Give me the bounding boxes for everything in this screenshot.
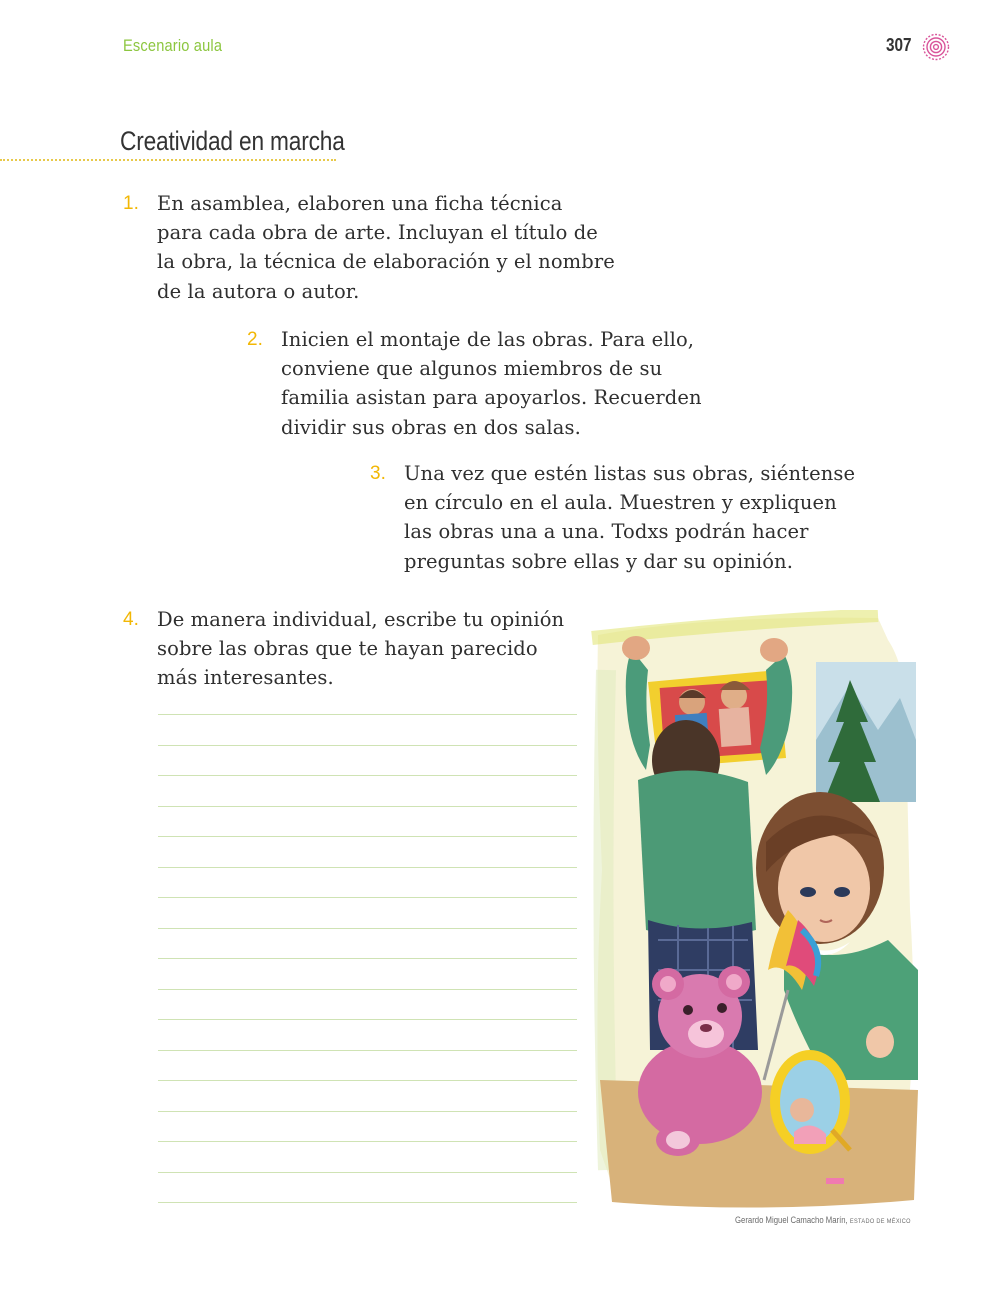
writing-line[interactable] [158, 714, 577, 715]
writing-line[interactable] [158, 1019, 577, 1020]
section-title: Creatividad en marcha [120, 126, 345, 156]
activity-number: 3. [370, 463, 387, 484]
activity-text-line: de la autora o autor. [157, 279, 360, 303]
writing-line[interactable] [158, 989, 577, 990]
writing-line[interactable] [158, 1080, 577, 1081]
activity-text-line: dividir sus obras en dos salas. [281, 415, 581, 439]
writing-line[interactable] [158, 1172, 577, 1173]
activity-text-line: preguntas sobre ellas y dar su opinión. [404, 549, 794, 573]
writing-line[interactable] [158, 958, 577, 959]
writing-line[interactable] [158, 1202, 577, 1203]
writing-line[interactable] [158, 1111, 577, 1112]
writing-line[interactable] [158, 897, 577, 898]
writing-line[interactable] [158, 928, 577, 929]
writing-line[interactable] [158, 745, 577, 746]
scenario-label: Escenario aula [123, 36, 223, 55]
activity-text-line: Una vez que estén listas sus obras, siéntense [404, 462, 856, 485]
concentric-flower-icon [921, 32, 951, 62]
activity-text-line: para cada obra de arte. Incluyan el título de [157, 221, 598, 245]
writing-line[interactable] [158, 806, 577, 807]
classroom-illustration [588, 610, 928, 1215]
activity-number: 1. [123, 193, 140, 214]
activity-text-line: más interesantes. [157, 666, 334, 690]
writing-line[interactable] [158, 867, 577, 868]
activity-3 [370, 459, 856, 576]
writing-line[interactable] [158, 836, 577, 837]
activity-number: 2. [247, 329, 264, 350]
activity-text-line: sobre las obras que te hayan parecido [157, 637, 538, 661]
activity-text-line: conviene que algunos miembros de su [281, 357, 663, 381]
title-dotted-rule [0, 159, 336, 161]
writing-line[interactable] [158, 775, 577, 776]
activity-text-line: la obra, la técnica de elaboración y el nombre [157, 250, 615, 274]
writing-line[interactable] [158, 1141, 577, 1142]
activity-text-line: familia asistan para apoyarlos. Recuerden [281, 386, 702, 410]
activity-number: 4. [123, 609, 140, 630]
activity-2 [247, 325, 702, 442]
activity-text-line: En asamblea, elaboren una ficha técnica [157, 192, 563, 215]
activity-4 [123, 605, 565, 693]
activity-text-line: Inicien el montaje de las obras. Para ello, [281, 328, 695, 351]
illustration-credit [735, 1215, 911, 1225]
activity-text-line: De manera individual, escribe tu opinión [157, 608, 565, 631]
page-number: 307 [886, 35, 912, 55]
credit-author: Gerardo Miguel Camacho Marín, [735, 1215, 848, 1225]
activity-text-line: en círculo en el aula. Muestren y expliquen [404, 491, 837, 515]
credit-place: ESTADO DE MÉXICO [849, 1218, 911, 1225]
activity-1 [123, 189, 615, 306]
writing-line[interactable] [158, 1050, 577, 1051]
activity-text-line: las obras una a una. Todxs podrán hacer [404, 520, 809, 544]
